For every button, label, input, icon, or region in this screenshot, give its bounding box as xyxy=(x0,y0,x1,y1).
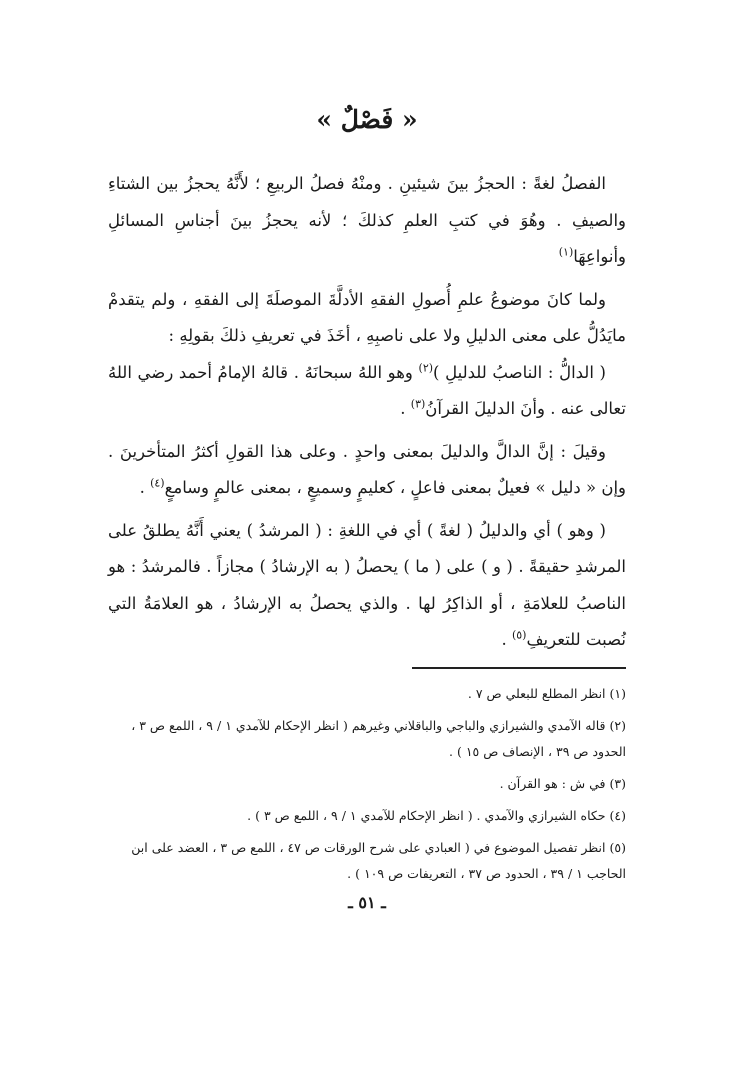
paragraph-text: وقيلَ : إنَّ الدالَّ والدليلَ بمعنى واحدٍ . وعلى هذا القولِ أكثرُ المتأخرينَ . وإن « دليل » فعيلٌ بمعنى فاعلٍ ، كعليمٍ وسميعٍ ، بمعنى عالمٍ وسامعٍ xyxy=(108,441,626,497)
footnote-text: انظر تفصيل الموضوع في ( العبادي على شرح الورقات ص ٤٧ ، اللمع ص ٣ ، العضد على ابن الحاجب ١ / ٣٩ ، الحدود ص ٣٧ ، التعريفات ص ١٠٩ ) . xyxy=(131,839,626,881)
paragraph-text: ( الدالُّ : الناصبُ للدليلِ ) xyxy=(433,362,606,382)
footnote-ref: (١) xyxy=(558,245,574,259)
paragraph-text: ولما كانَ موضوعُ علمِ أُصولِ الفقهِ الأدلَّةَ الموصلَةَ إلى الفقهِ ، ولم يتقدمْ مايَدُلُّ على معنى الدليلِ ولا على ناصبِهِ ، أخَذَ في تعريفِ ذلكَ بقولِهِ : xyxy=(108,289,626,345)
paragraph-text: وهو اللهُ سبحانَهُ . قالهُ الإمامُ أحمد رضي اللهُ تعالى عنه . وأنَ الدليلَ القرآنُ xyxy=(108,362,626,418)
page-number: ـ ٥١ ـ xyxy=(348,892,386,912)
paragraph-text: . xyxy=(139,478,151,497)
footnotes xyxy=(108,681,626,887)
footnote-separator xyxy=(412,667,626,669)
footnote-3 xyxy=(108,771,626,797)
section-title: « فَصْلٌ » xyxy=(316,105,418,134)
paragraph-text: . xyxy=(501,630,512,649)
footnote-ref: (٢) xyxy=(418,361,434,374)
paragraph-3 xyxy=(108,355,626,428)
paragraph-2 xyxy=(108,282,626,355)
footnote-ref: (٤) xyxy=(150,476,165,490)
footnote-5 xyxy=(108,835,626,887)
paragraph-text: ( وهو ) أي والدليلُ ( لغةً ) أي في اللغةِ : ( المرشدُ ) يعني أَنَّهُ يطلقُ على المرشدِ حقيقةً . ( و ) على ( ما ) يحصلُ ( به الإرشادُ ) مجازاً . فالمرشدُ : هو الناصبُ للعلامَةِ ، أو الذاكِرُ لها . والذي يحصلُ به الإرشادُ ، هو العلامَةُ التي نُصبت للتعريفِ xyxy=(108,520,626,649)
footnote-ref: (٥) xyxy=(511,628,527,642)
footnote-2 xyxy=(108,713,626,765)
main-text xyxy=(108,166,626,659)
footnote-text: قاله الآمدي والشيرازي والباجي والباقلاني وغيرهم ( انظر الإحكام للآمدي ١ / ٩ ، اللمع ص ٣ ، الحدود ص ٣٩ ، الإنصاف ص ١٥ ) . xyxy=(131,717,626,759)
document-page xyxy=(108,98,626,912)
footnote-text: انظر المطلع للبعلي ص ٧ . xyxy=(467,685,606,701)
paragraph-1 xyxy=(108,166,626,276)
paragraph-text: الفصلُ لغةً : الحجزُ بينَ شيئينِ . ومنْهُ فصلُ الربيعِ ؛ لأَنَّهُ يحجزُ بين الشتاءِ والصيفِ . وهُوَ في كتبِ العلمِ كذلكَ ؛ لأنه يحجزُ بينَ أجناسِ المسائلِ وأنواعِهَا xyxy=(108,174,626,266)
footnote-number: (٣) xyxy=(609,775,626,791)
footnote-1 xyxy=(108,681,626,707)
footnote-number: (٢) xyxy=(609,717,626,733)
paragraph-text: . xyxy=(400,399,411,418)
footnote-number: (٤) xyxy=(609,807,626,823)
paragraph-5 xyxy=(108,513,626,659)
footnote-number: (٥) xyxy=(609,839,626,855)
footnote-text: في ش : هو القرآن . xyxy=(499,775,606,791)
footnote-number: (١) xyxy=(609,685,626,701)
footnote-4 xyxy=(108,803,626,829)
footnote-ref: (٣) xyxy=(410,397,426,411)
footnote-text: حكاه الشيرازي والآمدي . ( انظر الإحكام للآمدي ١ / ٩ ، اللمع ص ٣ ) . xyxy=(247,807,606,823)
paragraph-4 xyxy=(108,434,626,507)
